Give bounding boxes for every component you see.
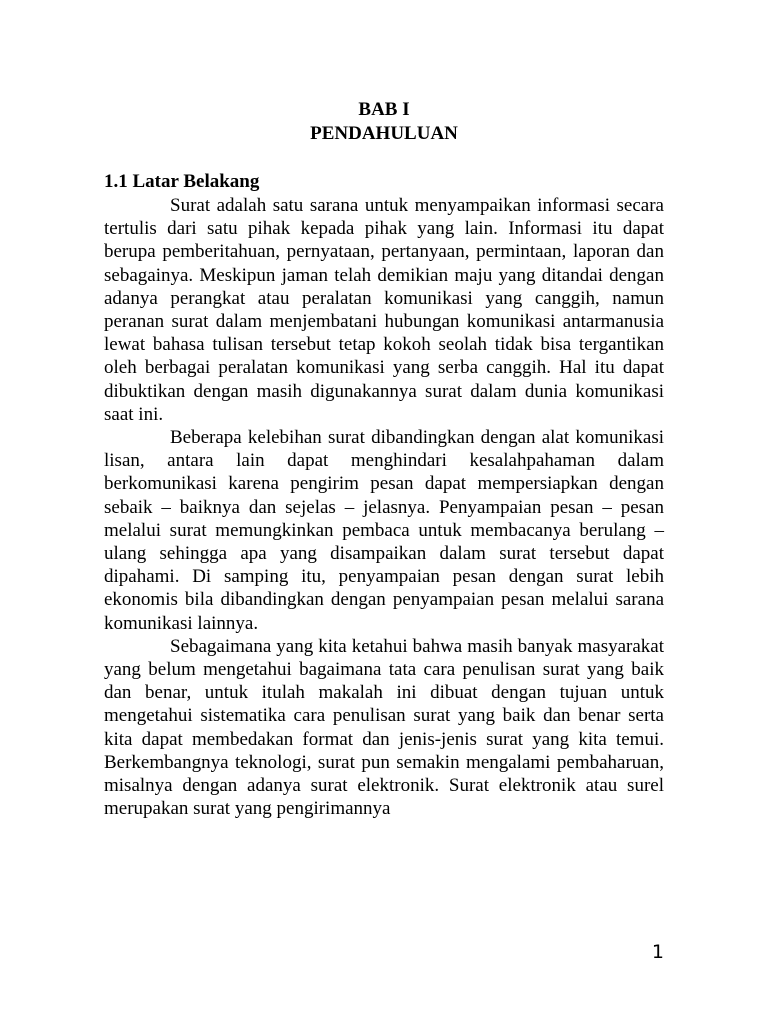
page-number: 1 — [651, 941, 664, 963]
paragraph: Surat adalah satu sarana untuk menyampaikan informasi secara tertulis dari satu pihak kepada pihak yang lain. Informasi itu dapat berupa pemberitahuan, pernyataan, pertanyaan, permintaan, laporan dan sebagainya. Meskipun jaman telah demikian maju yang ditandai dengan adanya perangkat atau peralatan komunikasi yang canggih, namun peranan surat dalam menjembatani hubungan komunikasi antarmanusia lewat bahasa tulisan tersebut tetap kokoh seolah tidak bisa tergantikan oleh berbagai peralatan komunikasi yang serba canggih. Hal itu dapat dibuktikan dengan masih digunakannya surat dalam dunia komunikasi saat ini. — [104, 195, 664, 425]
section-heading: 1.1 Latar Belakang — [104, 171, 260, 192]
paragraph: Sebagaimana yang kita ketahui bahwa masih banyak masyarakat yang belum mengetahui bagaimana tata cara penulisan surat yang baik dan benar, untuk itulah makalah ini dibuat dengan tujuan untuk mengetahui sistematika cara penulisan surat yang baik dan benar serta kita dapat membedakan format dan jenis-jenis surat yang kita temui. Berkembangnya teknologi, surat pun semakin mengalami pembaharuan, misalnya dengan adanya surat elektronik. Surat elektronik atau surel merupakan surat yang pengirimannya — [104, 635, 664, 820]
chapter-title: PENDAHULUAN — [310, 123, 458, 144]
paragraph: Beberapa kelebihan surat dibandingkan dengan alat komunikasi lisan, antara lain dapat menghindari kesalahpahaman dalam berkomunikasi karena pengirim pesan dapat mempersiapkan dengan sebaik – baiknya dan sejelas – jelasnya. Penyampaian pesan – pesan melalui surat memungkinkan pembaca untuk membacanya berulang – ulang sehingga apa yang disampaikan dalam surat tersebut dapat dipahami. Di samping itu, penyampaian pesan dengan surat lebih ekonomis bila dibandingkan dengan penyampaian pesan melalui sarana komunikasi lainnya. — [104, 427, 664, 634]
page-content — [104, 98, 664, 820]
chapter-number: BAB I — [358, 99, 410, 120]
